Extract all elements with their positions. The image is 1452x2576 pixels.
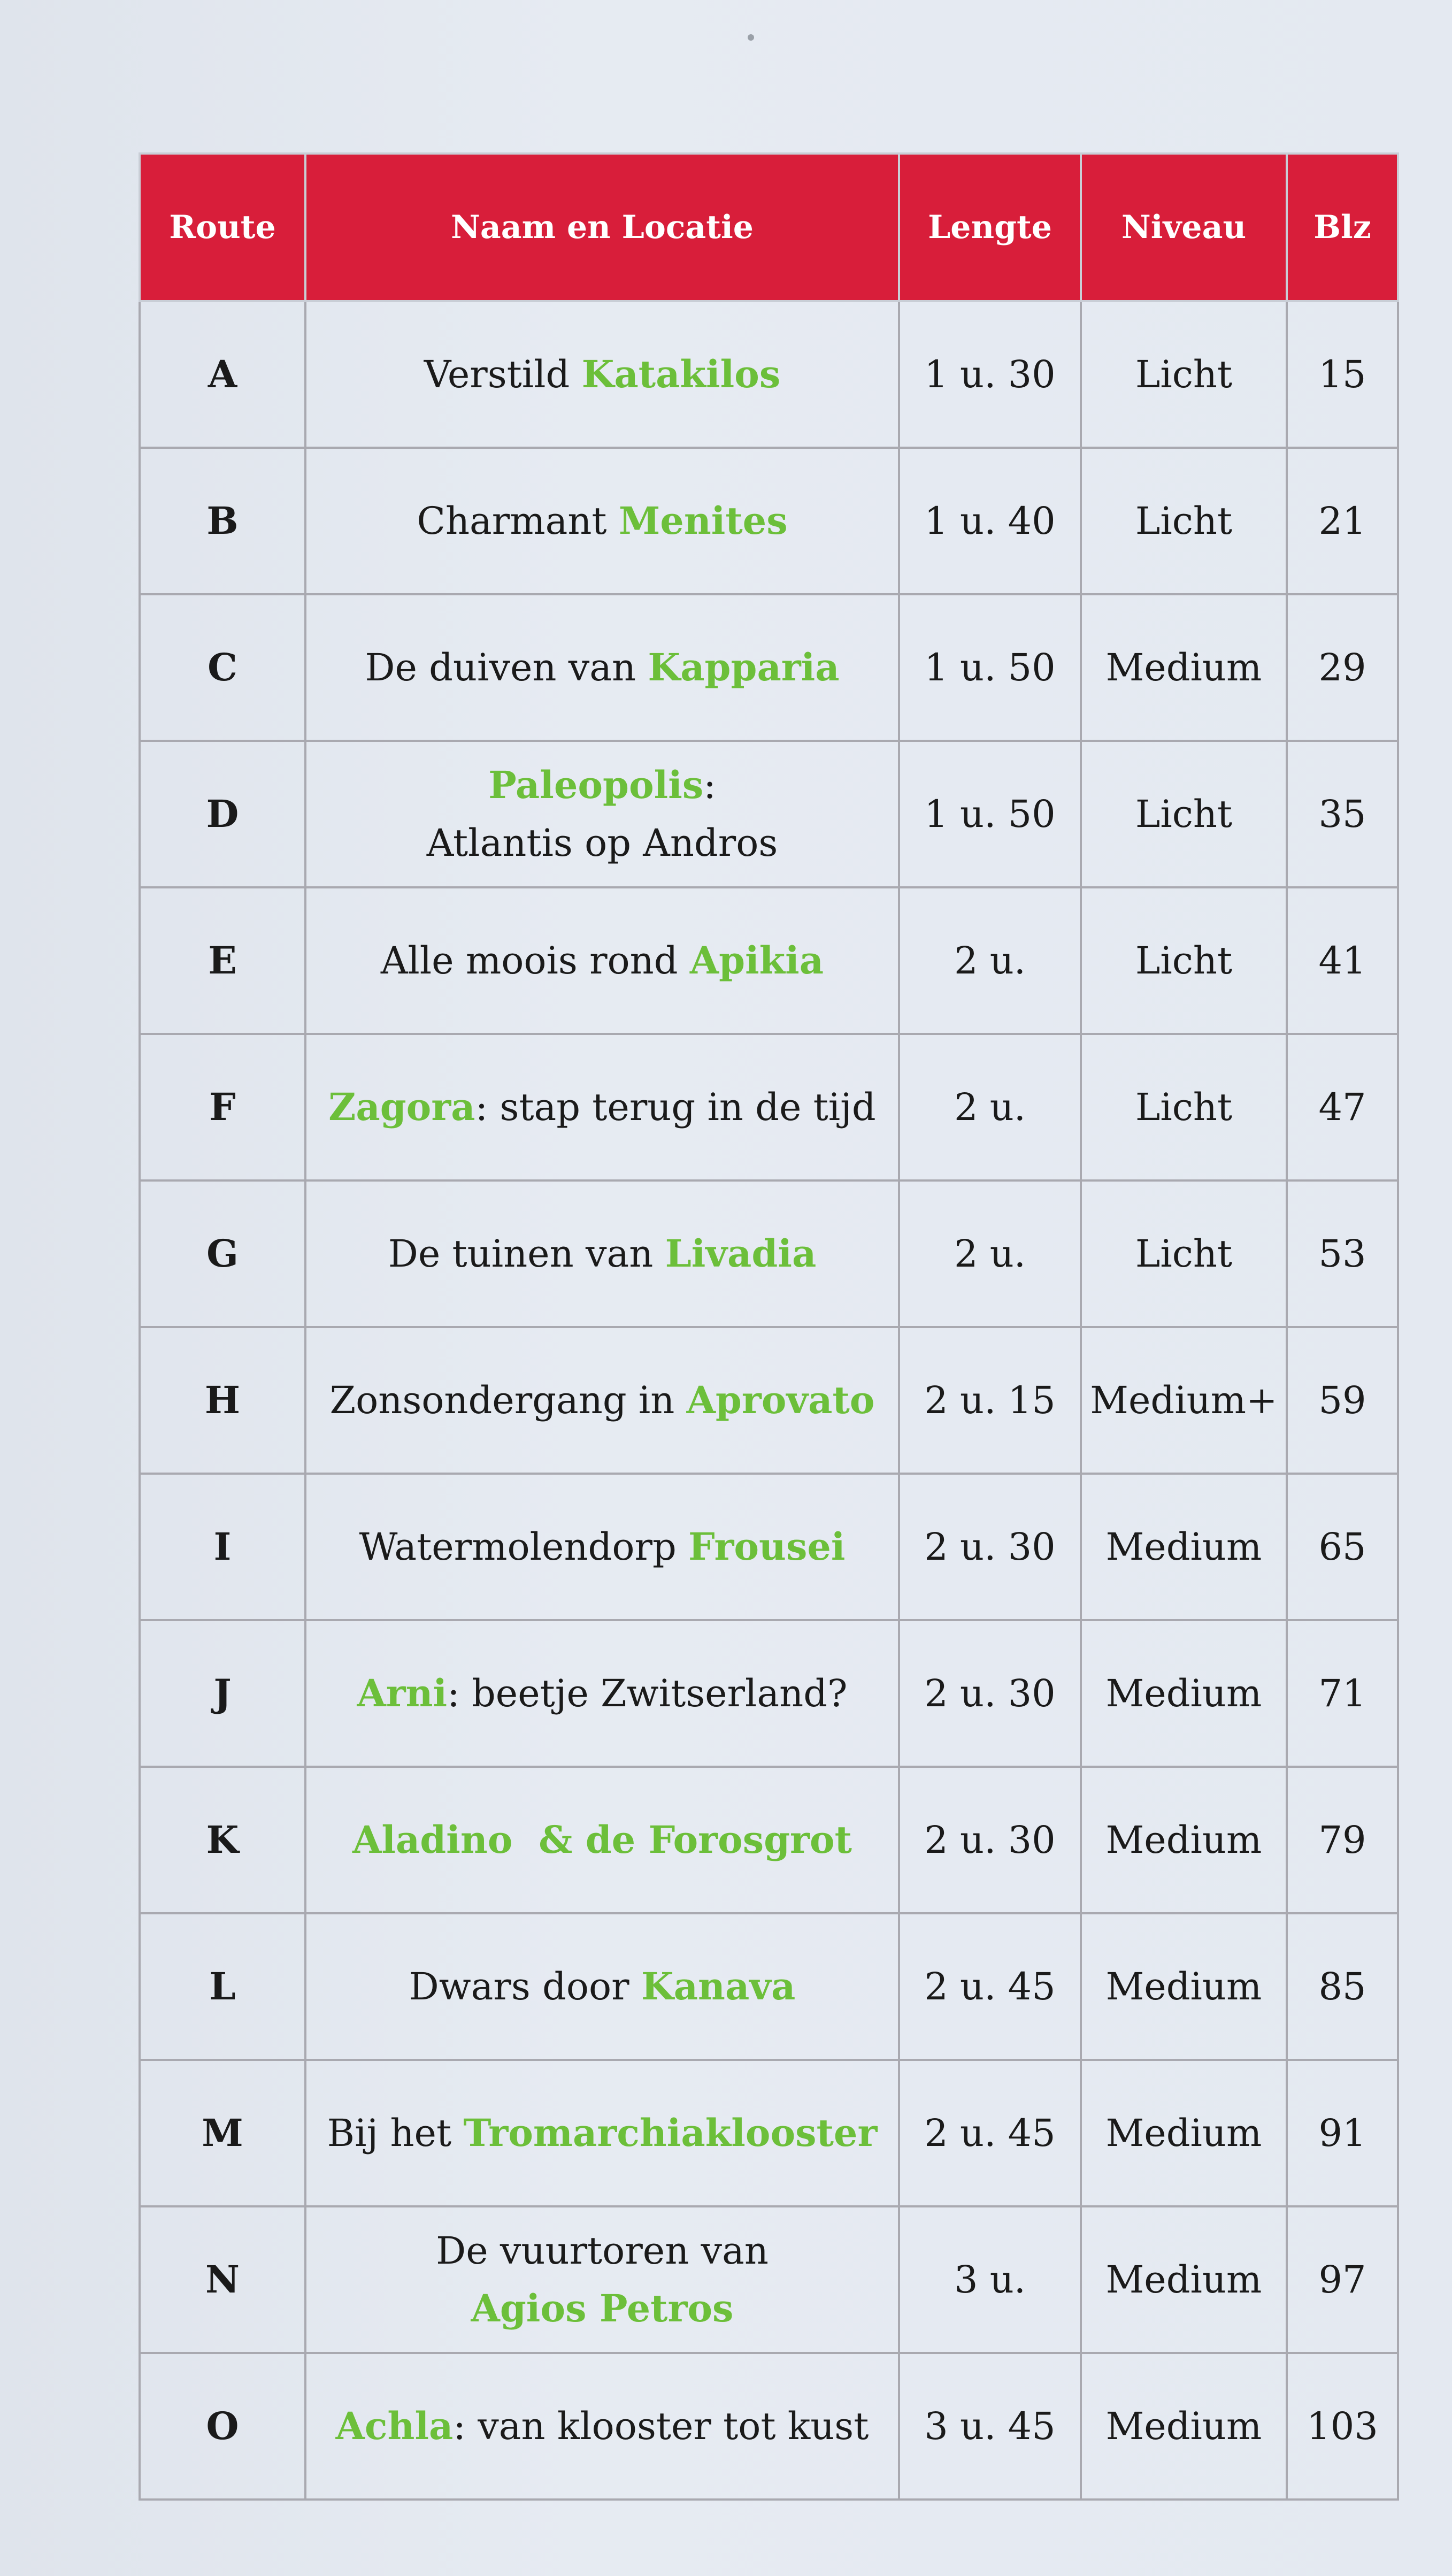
paper-speck (748, 34, 754, 41)
table-row (140, 594, 1398, 741)
table-row (140, 1327, 1398, 1474)
route-length: 2 u. 15 (899, 1327, 1081, 1474)
route-place: Kanava (641, 1964, 796, 2008)
route-name (305, 1327, 899, 1474)
table-row (140, 301, 1398, 448)
route-page: 79 (1287, 1767, 1398, 1913)
route-page: 97 (1287, 2206, 1398, 2353)
route-length: 2 u. (899, 1180, 1081, 1327)
route-length: 1 u. 50 (899, 741, 1081, 887)
route-name-pre: Verstild (424, 352, 582, 396)
route-letter: F (140, 1034, 305, 1180)
route-length: 2 u. 30 (899, 1620, 1081, 1767)
route-place: Katakilos (581, 351, 781, 396)
route-letter: N (140, 2206, 305, 2353)
table-row (140, 2353, 1398, 2500)
route-place: Aladino & de Forosgrot (352, 1817, 852, 1862)
route-level: Licht (1081, 448, 1287, 594)
route-page: 59 (1287, 1327, 1398, 1474)
route-name (305, 301, 899, 448)
route-name (305, 887, 899, 1034)
route-name-pre: Charmant (417, 499, 619, 543)
table-row (140, 741, 1398, 887)
route-letter: K (140, 1767, 305, 1913)
route-place: Achla (335, 2403, 454, 2448)
route-page: 71 (1287, 1620, 1398, 1767)
route-name (305, 1767, 899, 1913)
route-level: Medium (1081, 2060, 1287, 2206)
route-place: Kapparia (648, 645, 840, 689)
header-page: Blz (1287, 154, 1398, 301)
route-page: 29 (1287, 594, 1398, 741)
route-place: Zagora (328, 1084, 475, 1129)
route-place: Livadia (665, 1231, 817, 1276)
table-row (140, 448, 1398, 594)
header-length: Lengte (899, 154, 1081, 301)
route-name-pre: Alle moois rond (380, 938, 690, 983)
route-level: Medium (1081, 1620, 1287, 1767)
route-name-pre: Dwars door (409, 1964, 641, 2008)
route-letter: G (140, 1180, 305, 1327)
route-name-pre: De tuinen van (388, 1231, 665, 1276)
table-row (140, 1767, 1398, 1913)
route-length: 2 u. (899, 887, 1081, 1034)
route-letter: B (140, 448, 305, 594)
route-letter: C (140, 594, 305, 741)
route-letter: L (140, 1913, 305, 2060)
route-level: Medium (1081, 1913, 1287, 2060)
route-place: Aprovato (686, 1377, 875, 1422)
route-length: 3 u. (899, 2206, 1081, 2353)
route-level: Licht (1081, 301, 1287, 448)
route-name-post: : stap terug in de tijd (475, 1085, 876, 1129)
route-letter: J (140, 1620, 305, 1767)
table-row (140, 2060, 1398, 2206)
route-name (305, 2206, 899, 2353)
route-length: 1 u. 50 (899, 594, 1081, 741)
route-place: Paleopolis (488, 762, 704, 807)
route-name-post: : beetje Zwitserland? (447, 1671, 848, 1715)
route-length: 1 u. 40 (899, 448, 1081, 594)
route-letter: H (140, 1327, 305, 1474)
route-name (305, 2353, 899, 2500)
table-row (140, 1620, 1398, 1767)
route-name-subtitle: Atlantis op Andros (426, 821, 778, 865)
route-page: 47 (1287, 1034, 1398, 1180)
route-page: 85 (1287, 1913, 1398, 2060)
route-place: Menites (618, 498, 788, 543)
table-row (140, 1913, 1398, 2060)
routes-table (139, 152, 1399, 2501)
route-place: Tromarchiaklooster (463, 2110, 878, 2155)
route-page: 41 (1287, 887, 1398, 1034)
route-letter: M (140, 2060, 305, 2206)
route-level: Medium (1081, 1474, 1287, 1620)
table-row (140, 1180, 1398, 1327)
route-length: 3 u. 45 (899, 2353, 1081, 2500)
route-length: 2 u. 30 (899, 1767, 1081, 1913)
route-name (305, 448, 899, 594)
route-letter: I (140, 1474, 305, 1620)
route-length: 2 u. (899, 1034, 1081, 1180)
route-name-pre: Zonsondergang in (329, 1378, 687, 1422)
route-name (305, 1474, 899, 1620)
route-place: Frousei (688, 1524, 846, 1569)
route-length: 2 u. 30 (899, 1474, 1081, 1620)
route-name-post: : (703, 763, 716, 807)
route-place: Arni (357, 1670, 448, 1715)
route-name-pre: De duiven van (365, 645, 648, 689)
header-level: Niveau (1081, 154, 1287, 301)
route-name (305, 741, 899, 887)
table-row (140, 1474, 1398, 1620)
route-letter: O (140, 2353, 305, 2500)
route-name-post: : van klooster tot kust (453, 2404, 869, 2448)
route-name (305, 1034, 899, 1180)
route-page: 21 (1287, 448, 1398, 594)
route-level: Licht (1081, 741, 1287, 887)
route-length: 1 u. 30 (899, 301, 1081, 448)
table-row (140, 887, 1398, 1034)
route-place: Agios Petros (471, 2286, 734, 2330)
table-row (140, 2206, 1398, 2353)
route-name-pre: De vuurtoren van (436, 2228, 769, 2273)
header-route: Route (140, 154, 305, 301)
route-level: Medium (1081, 594, 1287, 741)
route-name (305, 594, 899, 741)
route-page: 53 (1287, 1180, 1398, 1327)
route-length: 2 u. 45 (899, 1913, 1081, 2060)
route-letter: E (140, 887, 305, 1034)
route-name (305, 2060, 899, 2206)
route-name (305, 1913, 899, 2060)
route-page: 65 (1287, 1474, 1398, 1620)
route-letter: D (140, 741, 305, 887)
route-name (305, 1620, 899, 1767)
table-header-row (140, 154, 1398, 301)
route-level: Licht (1081, 1034, 1287, 1180)
route-page: 35 (1287, 741, 1398, 887)
route-level: Medium+ (1081, 1327, 1287, 1474)
route-level: Medium (1081, 2206, 1287, 2353)
route-level: Medium (1081, 1767, 1287, 1913)
route-level: Licht (1081, 887, 1287, 1034)
route-length: 2 u. 45 (899, 2060, 1081, 2206)
route-page: 103 (1287, 2353, 1398, 2500)
route-level: Licht (1081, 1180, 1287, 1327)
route-page: 91 (1287, 2060, 1398, 2206)
route-page: 15 (1287, 301, 1398, 448)
route-name-pre: Bij het (327, 2111, 464, 2155)
route-name-pre: Watermolendorp (359, 1524, 689, 1569)
header-name: Naam en Locatie (305, 154, 899, 301)
route-letter: A (140, 301, 305, 448)
route-name (305, 1180, 899, 1327)
route-level: Medium (1081, 2353, 1287, 2500)
table-row (140, 1034, 1398, 1180)
route-place: Apikia (689, 938, 824, 983)
